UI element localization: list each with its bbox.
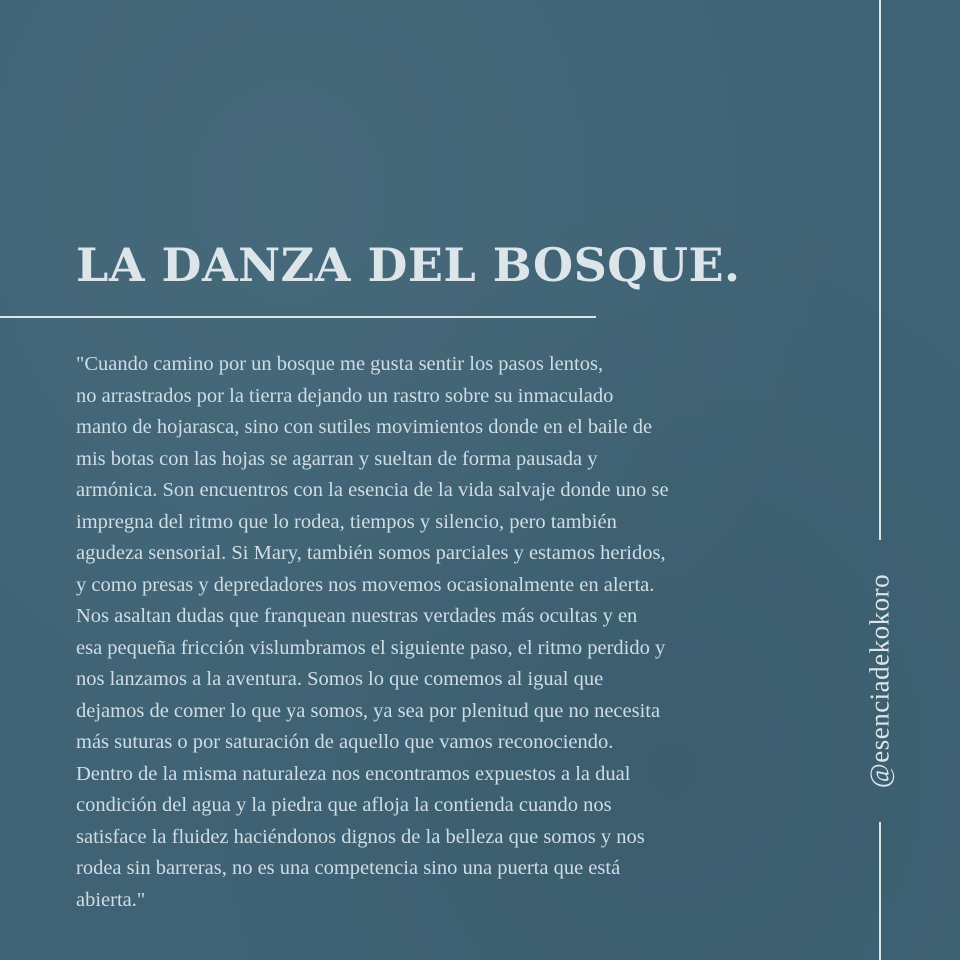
body-line: satisface la fluidez haciéndonos dignos de la belleza que somos y nos: [76, 825, 645, 848]
body-line: Dentro de la misma naturaleza nos encontramos expuestos a la dual: [76, 762, 631, 785]
post-title: LA DANZA DEL BOSQUE.: [76, 238, 741, 292]
body-line: más suturas o por saturación de aquello que vamos reconociendo.: [76, 731, 614, 753]
body-line: y como presas y depredadores nos movemos ocasionalmente en alerta.: [76, 573, 655, 596]
body-line: nos lanzamos a la aventura. Somos lo que comemos al igual que: [76, 668, 604, 690]
body-line: "Cuando camino por un bosque me gusta sentir los pasos lentos,: [76, 353, 604, 375]
body-line: esa pequeña fricción vislumbramos el siguiente paso, el ritmo perdido y: [76, 636, 666, 659]
post-body: [76, 349, 756, 916]
body-line: abierta.": [76, 888, 146, 911]
body-line: rodea sin barreras, no es una competencia sino una puerta que está: [76, 857, 621, 879]
vertical-divider-top: [879, 0, 881, 540]
body-line: mis botas con las hojas se agarran y sueltan de forma pausada y: [76, 447, 598, 470]
body-line: impregna del ritmo que lo rodea, tiempos y silencio, pero también: [76, 510, 617, 533]
body-line: agudeza sensorial. Si Mary, también somos parciales y estamos heridos,: [76, 542, 666, 564]
body-line: no arrastrados por la tierra dejando un rastro sobre su inmaculado: [76, 384, 614, 407]
body-line: Nos asaltan dudas que franquean nuestras verdades más ocultas y en: [76, 605, 638, 627]
body-line: dejamos de comer lo que ya somos, ya sea por plenitud que no necesita: [76, 699, 661, 722]
body-line: condición del agua y la piedra que afloja la contienda cuando nos: [76, 794, 612, 816]
body-line: armónica. Son encuentros con la esencia de la vida salvaje donde uno se: [76, 479, 669, 501]
author-handle: @esenciadekokoro: [864, 573, 895, 789]
vertical-divider-bottom: [879, 822, 881, 960]
title-divider: [0, 316, 596, 318]
body-line: manto de hojarasca, sino con sutiles movimientos donde en el baile de: [76, 416, 653, 438]
